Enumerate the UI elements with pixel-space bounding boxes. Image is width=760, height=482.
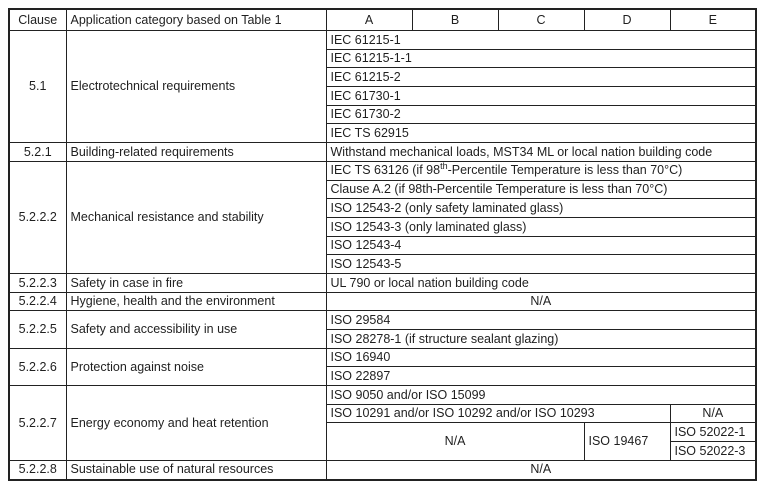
clause-cell-5-1: 5.1: [9, 31, 66, 143]
header-col-b: B: [412, 9, 498, 31]
requirement-cell: ISO 16940: [326, 348, 756, 367]
table-row: [9, 143, 756, 162]
requirement-cell: IEC 61730-2: [326, 105, 756, 124]
requirement-cell: ISO 9050 and/or ISO 15099: [326, 386, 756, 405]
requirement-cell-col-d: ISO 19467: [584, 423, 670, 460]
header-col-e: E: [670, 9, 756, 31]
requirement-cell: ISO 12543-3 (only laminated glass): [326, 217, 756, 236]
requirement-cell: ISO 10291 and/or ISO 10292 and/or ISO 10293: [326, 404, 670, 423]
table-row: [9, 31, 756, 50]
table-row: [9, 292, 756, 311]
clause-cell-5-2-2-7: 5.2.2.7: [9, 386, 66, 461]
requirement-cell: Clause A.2 (if 98th-Percentile Temperature is less than 70°C): [326, 180, 756, 199]
requirement-cell: IEC 61215-1-1: [326, 49, 756, 68]
requirement-cell: Withstand mechanical loads, MST34 ML or local nation building code: [326, 143, 756, 162]
table-row: [9, 273, 756, 292]
na-cell: N/A: [326, 460, 756, 479]
clause-cell-5-2-1: 5.2.1: [9, 143, 66, 162]
requirement-cell-col-e: ISO 52022-1: [670, 423, 756, 442]
category-cell-electrotechnical: Electrotechnical requirements: [66, 31, 326, 143]
superscript-th: th: [440, 161, 448, 172]
clause-cell-5-2-2-4: 5.2.2.4: [9, 292, 66, 311]
requirement-cell: ISO 29584: [326, 311, 756, 330]
requirement-cell: ISO 28278-1 (if structure sealant glazing): [326, 330, 756, 349]
requirement-cell: ISO 22897: [326, 367, 756, 386]
category-cell-safety-fire: Safety in case in fire: [66, 273, 326, 292]
category-cell-mechanical-resistance: Mechanical resistance and stability: [66, 161, 326, 273]
header-clause: Clause: [9, 9, 66, 31]
category-cell-energy: Energy economy and heat retention: [66, 386, 326, 461]
na-cell-cols-abc: N/A: [326, 423, 584, 460]
header-col-d: D: [584, 9, 670, 31]
table-row: [9, 348, 756, 367]
header-col-c: C: [498, 9, 584, 31]
na-cell: N/A: [326, 292, 756, 311]
requirement-cell: IEC 61730-1: [326, 87, 756, 106]
application-category-table: [8, 8, 757, 481]
requirement-cell: ISO 12543-2 (only safety laminated glass): [326, 199, 756, 218]
requirement-text-suffix: -Percentile Temperature is less than 70°C): [447, 163, 683, 178]
header-col-a: A: [326, 9, 412, 31]
category-cell-safety-accessibility: Safety and accessibility in use: [66, 311, 326, 348]
category-cell-noise: Protection against noise: [66, 348, 326, 385]
clause-cell-5-2-2-3: 5.2.2.3: [9, 273, 66, 292]
requirement-text-prefix: IEC TS 63126 (if 98: [330, 163, 441, 178]
requirement-cell: IEC 61215-2: [326, 68, 756, 87]
requirement-cell: ISO 12543-5: [326, 255, 756, 274]
table-row: [9, 161, 756, 180]
clause-cell-5-2-2-8: 5.2.2.8: [9, 460, 66, 479]
table-row: [9, 460, 756, 479]
category-cell-hygiene: Hygiene, health and the environment: [66, 292, 326, 311]
clause-cell-5-2-2-5: 5.2.2.5: [9, 311, 66, 348]
na-cell-col-e: N/A: [670, 404, 756, 423]
header-row: [9, 9, 756, 31]
table-row: [9, 311, 756, 330]
clause-cell-5-2-2-6: 5.2.2.6: [9, 348, 66, 385]
requirement-cell: [326, 161, 756, 180]
table-row: [9, 386, 756, 405]
category-cell-sustainable: Sustainable use of natural resources: [66, 460, 326, 479]
requirement-cell: IEC TS 62915: [326, 124, 756, 143]
clause-cell-5-2-2-2: 5.2.2.2: [9, 161, 66, 273]
header-category: Application category based on Table 1: [66, 9, 326, 31]
requirement-cell: UL 790 or local nation building code: [326, 273, 756, 292]
requirement-cell: IEC 61215-1: [326, 31, 756, 50]
requirement-cell-col-e: ISO 52022-3: [670, 442, 756, 461]
category-cell-building-related: Building-related requirements: [66, 143, 326, 162]
requirement-cell: ISO 12543-4: [326, 236, 756, 255]
